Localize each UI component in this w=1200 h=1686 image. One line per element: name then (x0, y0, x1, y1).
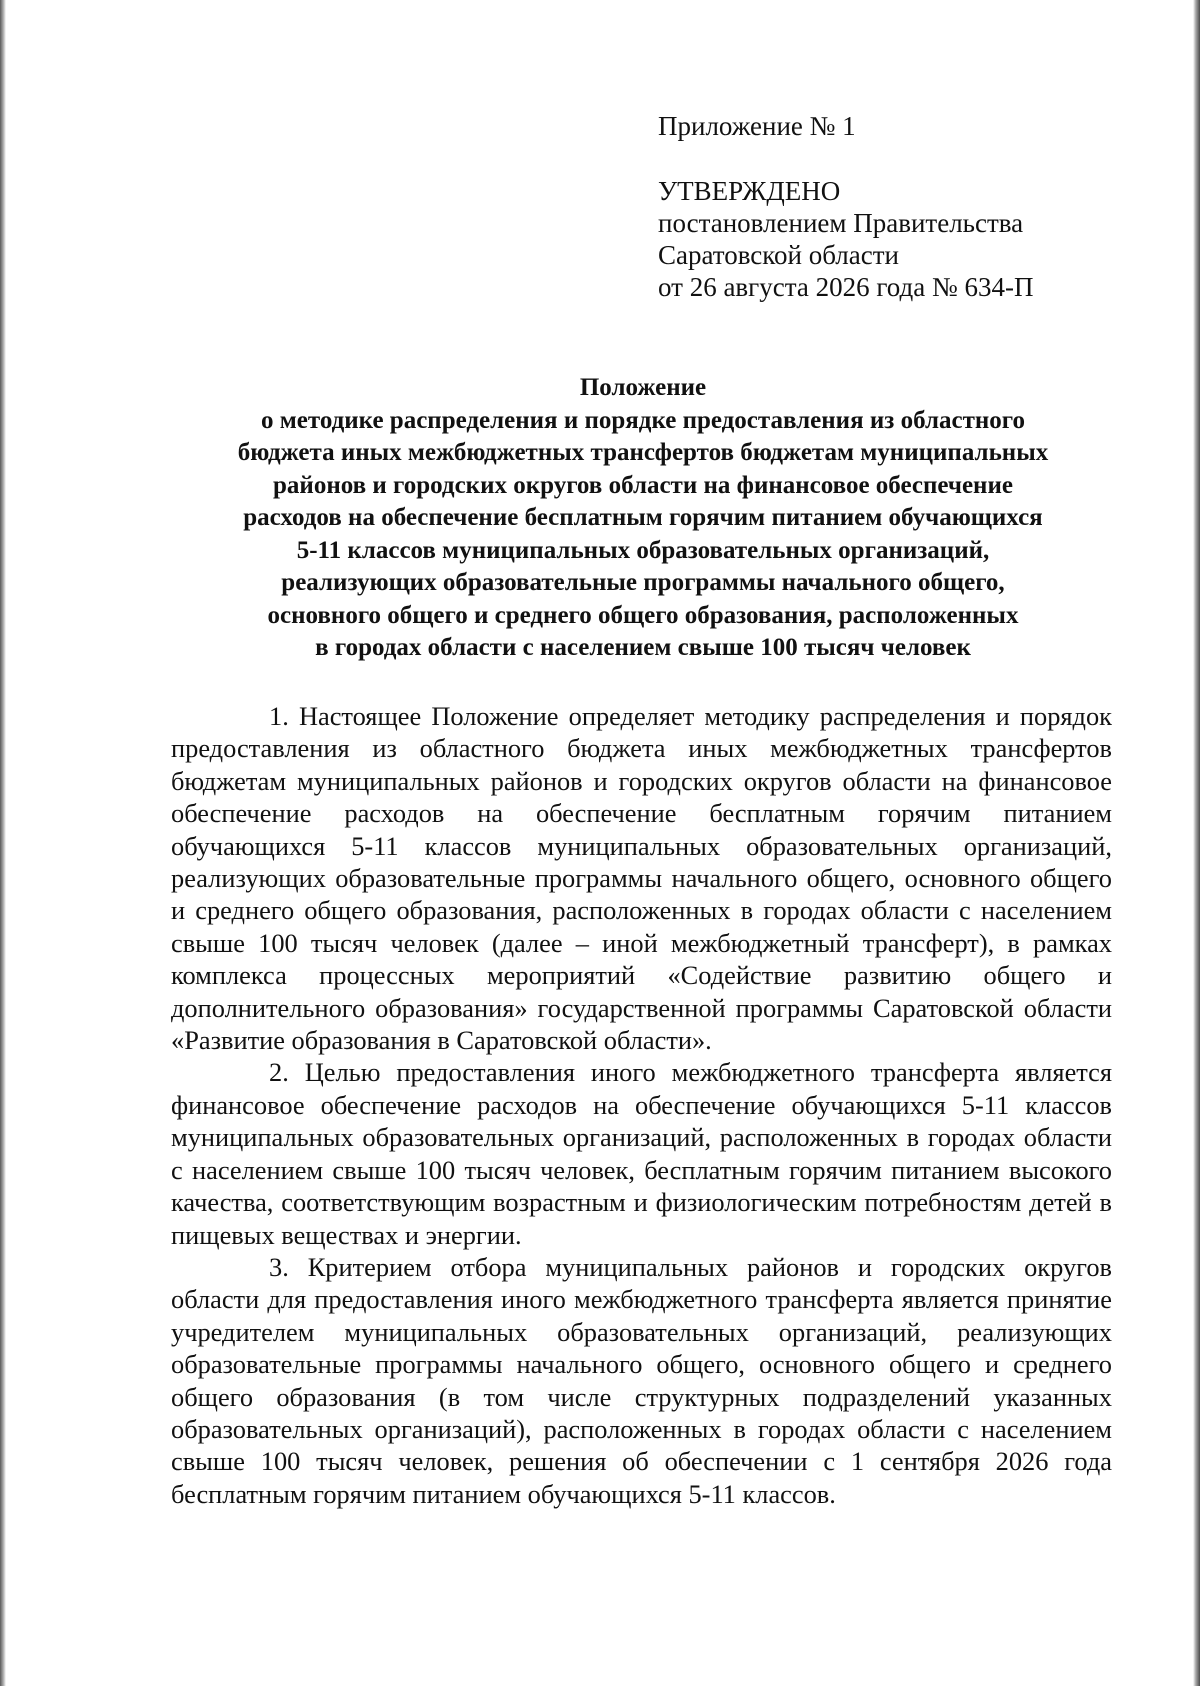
document-title (150, 372, 1136, 665)
title-line: Положение (579, 374, 707, 401)
approved-date-line: от 26 августа 2026 года № 634-П (658, 272, 1034, 302)
annex-number: Приложение № 1 (658, 111, 856, 141)
title-line: реализующих образовательные программы начального общего, (281, 569, 1005, 596)
scan-edge-right (1193, 0, 1200, 1686)
scan-edge-left (0, 0, 6, 1686)
approval-stamp-block (658, 110, 1128, 303)
title-line: бюджета иных межбюджетных трансфертов бюджетам муниципальных (237, 439, 1049, 466)
paragraph-2: 2. Целью предоставления иного межбюджетного трансферта является финансовое обеспечение расходов на обеспечение обучающихся 5-11 классов муниципальных образовательных организаций, расположенных в городах области с населением свыше 100 тысяч человек, бесплатным горячим питанием высокого качества, соответствующим возрастным и физиологическим потребностям детей в пищевых веществах и энергии. (171, 1057, 1112, 1250)
title-line: расходов на обеспечение бесплатным горячим питанием обучающихся (243, 504, 1043, 531)
approved-by-line: постановлением Правительства (658, 208, 1024, 238)
title-line: районов и городских округов области на финансовое обеспечение (273, 471, 1013, 499)
title-line: в городах области с населением свыше 100 тысяч человек (315, 634, 971, 661)
document-body (171, 700, 1112, 1510)
paragraph-1: 1. Настоящее Положение определяет методику распределения и порядок предоставления из областного бюджета иных межбюджетных трансфертов бюджетам муниципальных районов и городских округов области на финансовое обеспечение расходов на обеспечение бесплатным горячим питанием обучающихся 5-11 классов муниципальных образовательных организаций, реализующих образовательные программы начального общего, основного общего и среднего общего образования, расположенных в городах области с населением свыше 100 тысяч человек (далее – иной межбюджетный трансферт), в рамках комплекса процессных мероприятий «Содействие развитию общего и дополнительного образования» государственной программы Саратовской области «Развитие образования в Саратовской области». (171, 701, 1112, 1056)
title-line: основного общего и среднего общего образования, расположенных (267, 601, 1019, 629)
approved-label: УТВЕРЖДЕНО (658, 176, 841, 206)
title-line: о методике распределения и порядке предоставления из областного (261, 406, 1025, 434)
title-line: 5-11 классов муниципальных образовательных организаций, (296, 536, 990, 564)
paragraph-3: 3. Критерием отбора муниципальных районов и городских округов области для предоставления иного межбюджетного трансферта является принятие учредителем муниципальных образовательных организаций, реализующих образовательные программы начального общего, основного общего и среднего общего образования (в том числе структурных подразделений указанных образовательных организаций), расположенных в городах области с населением свыше 100 тысяч человек, решения об обеспечении с 1 сентября 2026 года бесплатным горячим питанием обучающихся 5-11 классов. (171, 1251, 1112, 1509)
approved-region-line: Саратовской области (658, 240, 899, 270)
